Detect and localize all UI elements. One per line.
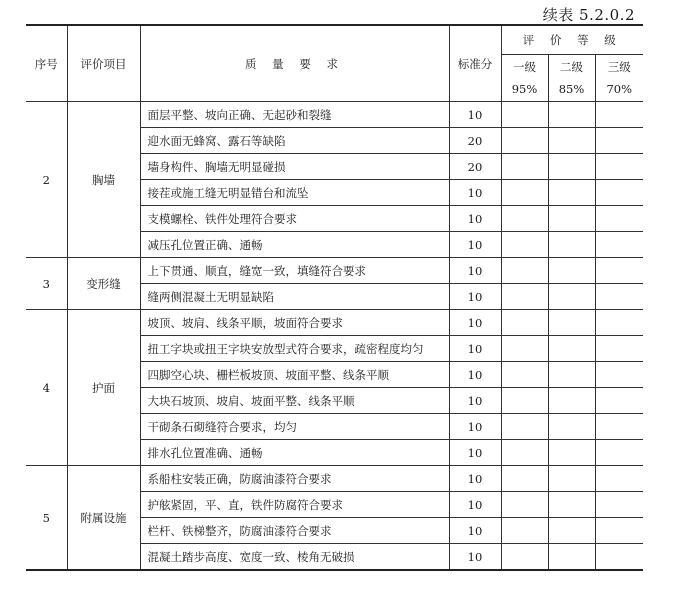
grade-level-3-cell[interactable] xyxy=(595,180,643,206)
grade-level-1-cell[interactable] xyxy=(501,128,548,154)
grade-level-3-cell[interactable] xyxy=(595,414,643,440)
grade-level-1-cell[interactable] xyxy=(501,336,548,362)
standard-score-cell: 10 xyxy=(449,206,501,232)
level-2-pct: 85% xyxy=(558,82,585,96)
grade-level-1-cell[interactable] xyxy=(501,466,548,492)
level-1-name: 一级 xyxy=(513,60,536,74)
requirement-cell: 护舷紧固，平、直，铁件防腐符合要求 xyxy=(140,492,449,518)
standard-score-cell: 10 xyxy=(449,466,501,492)
requirement-cell: 接茬或施工缝无明显错台和流坠 xyxy=(140,180,449,206)
requirement-cell: 四脚空心块、栅栏板坡顶、坡面平整、线条平顺 xyxy=(140,362,449,388)
item-cell: 护面 xyxy=(67,310,140,466)
grade-level-1-cell[interactable] xyxy=(501,154,548,180)
grade-level-2-cell[interactable] xyxy=(548,232,595,258)
standard-score-cell: 10 xyxy=(449,258,501,284)
grade-level-2-cell[interactable] xyxy=(548,466,595,492)
grade-level-3-cell[interactable] xyxy=(595,102,643,128)
grade-level-2-cell[interactable] xyxy=(548,180,595,206)
grade-level-3-cell[interactable] xyxy=(595,310,643,336)
table-row xyxy=(26,466,643,492)
standard-score-cell: 20 xyxy=(449,154,501,180)
grade-level-1-cell[interactable] xyxy=(501,492,548,518)
grade-level-3-cell[interactable] xyxy=(595,362,643,388)
grade-level-3-cell[interactable] xyxy=(595,232,643,258)
standard-score-cell: 10 xyxy=(449,414,501,440)
standard-score-cell: 10 xyxy=(449,492,501,518)
grade-level-3-cell[interactable] xyxy=(595,154,643,180)
standard-score-cell: 10 xyxy=(449,388,501,414)
grade-level-2-cell[interactable] xyxy=(548,492,595,518)
grade-level-3-cell[interactable] xyxy=(595,258,643,284)
seq-cell: 5 xyxy=(26,466,67,571)
grade-level-1-cell[interactable] xyxy=(501,232,548,258)
requirement-cell: 系船柱安装正确，防腐油漆符合要求 xyxy=(140,466,449,492)
standard-score-cell: 10 xyxy=(449,232,501,258)
grade-level-2-cell[interactable] xyxy=(548,440,595,466)
grade-level-1-cell[interactable] xyxy=(501,388,548,414)
grade-level-2-cell[interactable] xyxy=(548,336,595,362)
standard-score-cell: 10 xyxy=(449,518,501,544)
standard-score-cell: 10 xyxy=(449,284,501,310)
standard-score-cell: 10 xyxy=(449,440,501,466)
header-standard-score: 标准分 xyxy=(449,25,501,102)
table-row xyxy=(26,310,643,336)
grade-level-3-cell[interactable] xyxy=(595,388,643,414)
seq-cell: 3 xyxy=(26,258,67,310)
grade-level-3-cell[interactable] xyxy=(595,206,643,232)
standard-score-cell: 10 xyxy=(449,102,501,128)
requirement-cell: 减压孔位置正确、通畅 xyxy=(140,232,449,258)
item-cell: 附属设施 xyxy=(67,466,140,571)
header-level-3 xyxy=(595,55,643,102)
table-caption: 续表 5.2.0.2 xyxy=(542,6,635,24)
standard-score-cell: 10 xyxy=(449,180,501,206)
standard-score-cell: 10 xyxy=(449,544,501,571)
grade-level-2-cell[interactable] xyxy=(548,310,595,336)
grade-level-2-cell[interactable] xyxy=(548,154,595,180)
grade-level-1-cell[interactable] xyxy=(501,414,548,440)
grade-level-2-cell[interactable] xyxy=(548,258,595,284)
grade-level-2-cell[interactable] xyxy=(548,388,595,414)
level-3-name: 三级 xyxy=(607,60,631,74)
seq-cell: 4 xyxy=(26,310,67,466)
grade-level-1-cell[interactable] xyxy=(501,206,548,232)
level-1-pct: 95% xyxy=(511,82,538,96)
standard-score-cell: 10 xyxy=(449,336,501,362)
grade-level-3-cell[interactable] xyxy=(595,440,643,466)
grade-level-1-cell[interactable] xyxy=(501,440,548,466)
grade-level-2-cell[interactable] xyxy=(548,362,595,388)
header-seq: 序号 xyxy=(26,25,67,102)
grade-level-2-cell[interactable] xyxy=(548,518,595,544)
header-item: 评价项目 xyxy=(67,25,140,102)
item-cell: 变形缝 xyxy=(67,258,140,310)
grade-level-3-cell[interactable] xyxy=(595,466,643,492)
requirement-cell: 栏杆、铁梯整齐，防腐油漆符合要求 xyxy=(140,518,449,544)
header-level-1 xyxy=(501,55,548,102)
grade-level-2-cell[interactable] xyxy=(548,544,595,571)
seq-cell: 2 xyxy=(26,102,67,258)
quality-evaluation-table xyxy=(26,24,643,571)
grade-level-2-cell[interactable] xyxy=(548,128,595,154)
grade-level-1-cell[interactable] xyxy=(501,362,548,388)
grade-level-3-cell[interactable] xyxy=(595,492,643,518)
grade-level-2-cell[interactable] xyxy=(548,414,595,440)
header-requirement: 质 量 要 求 xyxy=(140,25,449,102)
grade-level-2-cell[interactable] xyxy=(548,284,595,310)
requirement-cell: 支模螺栓、铁件处理符合要求 xyxy=(140,206,449,232)
requirement-cell: 墙身构件、胸墙无明显碰损 xyxy=(140,154,449,180)
requirement-cell: 混凝土踏步高度、宽度一致、棱角无破损 xyxy=(140,544,449,571)
grade-level-3-cell[interactable] xyxy=(595,544,643,571)
standard-score-cell: 10 xyxy=(449,362,501,388)
grade-level-2-cell[interactable] xyxy=(548,102,595,128)
grade-level-1-cell[interactable] xyxy=(501,180,548,206)
standard-score-cell: 10 xyxy=(449,310,501,336)
grade-level-3-cell[interactable] xyxy=(595,284,643,310)
table-row xyxy=(26,102,643,128)
table-row xyxy=(26,258,643,284)
item-cell: 胸墙 xyxy=(67,102,140,258)
grade-level-1-cell[interactable] xyxy=(501,310,548,336)
requirement-cell: 坡顶、坡肩、线条平顺，坡面符合要求 xyxy=(140,310,449,336)
grade-level-1-cell[interactable] xyxy=(501,102,548,128)
standard-score-cell: 20 xyxy=(449,128,501,154)
header-grade: 评 价 等 级 xyxy=(501,25,643,55)
requirement-cell: 面层平整、坡向正确、无起砂和裂缝 xyxy=(140,102,449,128)
grade-level-1-cell[interactable] xyxy=(501,258,548,284)
grade-level-3-cell[interactable] xyxy=(595,336,643,362)
requirement-cell: 缝两侧混凝土无明显缺陷 xyxy=(140,284,449,310)
level-2-name: 二级 xyxy=(560,60,583,74)
grade-level-1-cell[interactable] xyxy=(501,518,548,544)
requirement-cell: 扭工字块或扭王字块安放型式符合要求，疏密程度均匀 xyxy=(140,336,449,362)
requirement-cell: 上下贯通、顺直，缝宽一致，填缝符合要求 xyxy=(140,258,449,284)
grade-level-2-cell[interactable] xyxy=(548,206,595,232)
requirement-cell: 排水孔位置准确、通畅 xyxy=(140,440,449,466)
grade-level-1-cell[interactable] xyxy=(501,284,548,310)
requirement-cell: 大块石坡顶、坡肩、坡面平整、线条平顺 xyxy=(140,388,449,414)
grade-level-3-cell[interactable] xyxy=(595,128,643,154)
table-body xyxy=(26,102,643,571)
grade-level-3-cell[interactable] xyxy=(595,518,643,544)
level-3-pct: 70% xyxy=(606,82,633,96)
requirement-cell: 迎水面无蜂窝、露石等缺陷 xyxy=(140,128,449,154)
grade-level-1-cell[interactable] xyxy=(501,544,548,571)
header-level-2 xyxy=(548,55,595,102)
requirement-cell: 干砌条石砌缝符合要求，均匀 xyxy=(140,414,449,440)
